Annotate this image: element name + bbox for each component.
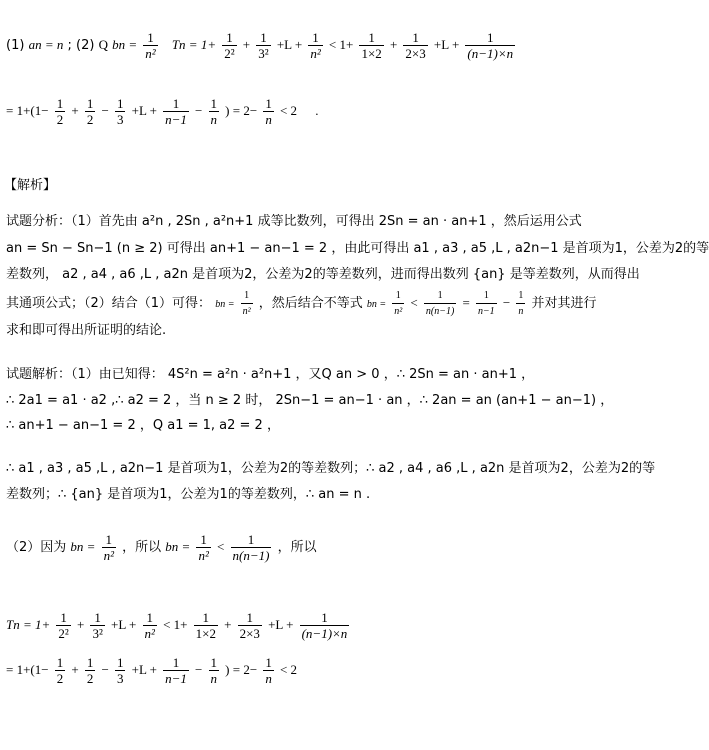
fraction: $\frac{1}{(n-1)\times n}$ [467, 30, 514, 61]
fraction: $\frac{1}{n(n-1)}$ [425, 290, 455, 317]
answer-line-2 [6, 96, 318, 127]
fraction: $\frac{1}{2\times 3}$ [405, 30, 426, 61]
fraction: $\frac{1}{n}$ [210, 655, 218, 686]
fraction: $\frac{1}{\text{n²}}$ [144, 610, 155, 641]
fraction: $\frac{1}{n}$ [265, 655, 272, 686]
text: ，然后结合不等式 [258, 296, 363, 311]
fraction: $\frac{1}{2\times 3}$ [239, 610, 260, 641]
fraction: $\frac{1}{\text{n²}}$ [310, 30, 321, 61]
analysis-line-4 [6, 288, 596, 319]
operator: +L + [276, 37, 303, 52]
fraction: $\frac{1}{n(n-1)}$ [232, 532, 270, 563]
final-line-1 [6, 610, 351, 641]
operator: +L + [433, 37, 460, 52]
answer-line-1 [6, 30, 517, 61]
operator: − [101, 662, 109, 677]
solution-line-2: ∴ 2a1 = a1 · a2 ,∴ a2 = 2 ，当 n ≥ 2 时， 2Sn−1 = an−1 · an ，∴ 2an = an (an+1 − an−1) ， [6, 393, 614, 408]
fraction: $\frac{1}{1\times 2}$ [195, 610, 216, 641]
fraction: $\frac{1}{\text{3²}}$ [92, 610, 103, 641]
operator: +L + [268, 617, 294, 632]
fraction: $\frac{1}{\text{n²}}$ [145, 30, 156, 61]
solution-line-1: 试题解析：（1）由已知得： 4S²n = a²n · a²n+1 ，又Q an > 0 ，∴ 2Sn = an · an+1 ， [6, 367, 535, 382]
operator: +L + [111, 617, 137, 632]
fraction: $\frac{1}{2}$ [86, 96, 94, 127]
fraction: $\frac{1}{1\times 2}$ [361, 30, 382, 61]
solution-line-4: ∴ a1 , a3 , a5 ,L , a2n−1 是首项为1，公差为2的等差数列；∴ a2 , a4 , a6 ,L , a2n 是首项为2，公差为2的等 [6, 461, 656, 476]
fraction: $\frac{1}{2}$ [56, 655, 64, 686]
fraction: $\frac{1}{\text{3²}}$ [258, 30, 269, 61]
tn-start: Tn = 1+ [6, 617, 51, 632]
tn-start: Tn = 1+ [171, 37, 217, 52]
fraction: $\frac{1}{3}$ [116, 96, 124, 127]
operator: + [76, 617, 85, 632]
fraction: $\frac{1}{n-1}$ [477, 290, 495, 317]
fraction: $\frac{1}{\text{n²}}$ [242, 290, 251, 317]
operator: +L + [131, 662, 157, 677]
fraction: $\frac{1}{(n-1)\times n}$ [301, 610, 348, 641]
because-symbol: Q [98, 37, 108, 52]
operator: − [195, 103, 203, 118]
bn-def: bn = [112, 37, 138, 52]
operator: + [71, 103, 79, 118]
bn-def: bn = [70, 539, 96, 554]
fraction: $\frac{1}{n}$ [518, 290, 524, 317]
analysis-line-2: an = Sn − Sn−1 (n ≥ 2) 可得出 an+1 − an−1 = 2 ，由此可得出 a1 , a3 , a5 ,L , a2n−1 是首项为1，公差为2的等 [6, 241, 709, 256]
fraction: $\frac{1}{n-1}$ [165, 655, 187, 686]
analysis-line-3: 差数列， a2 , a4 , a6 ,L , a2n 是首项为2，公差为2的等差数列，进而得出数列 {an} 是等差数列，从而得出 [6, 267, 640, 282]
operator: = 1+(1− [6, 103, 49, 118]
fraction: $\frac{1}{n}$ [210, 96, 218, 127]
fraction: $\frac{1}{\text{n²}}$ [198, 532, 209, 563]
fraction: $\frac{1}{3}$ [116, 655, 124, 686]
separator: ; [67, 38, 72, 53]
period: . [315, 103, 319, 118]
fraction: $\frac{1}{2}$ [86, 655, 94, 686]
operator: − [502, 295, 511, 310]
operator: +L + [131, 103, 157, 118]
text: 其通项公式；（2）结合（1）可得： [6, 296, 212, 311]
fraction: $\frac{1}{\text{n²}}$ [103, 532, 114, 563]
operator: < 2 [279, 103, 298, 118]
part2-line [6, 532, 317, 563]
text: （2）因为 [6, 540, 67, 555]
analysis-line-5: 求和即可得出所证明的结论. [6, 323, 167, 338]
text: ，所以 [277, 540, 317, 555]
solution-line-5: 差数列；∴ {an} 是首项为1，公差为1的等差数列，∴ an = n . [6, 487, 371, 502]
operator: − [195, 662, 203, 677]
section-title: 【解析】 [4, 178, 57, 193]
bn-def: bn = [165, 539, 191, 554]
fraction: $\frac{1}{\text{n²}}$ [394, 290, 403, 317]
operator: = 1+(1− [6, 662, 49, 677]
operator: ) = 2− [225, 662, 258, 677]
operator: < 2 [279, 662, 298, 677]
fraction: $\frac{1}{n}$ [265, 96, 272, 127]
text: 并对其进行 [531, 296, 597, 311]
bn-def: bn = [366, 299, 387, 310]
operator: + [224, 617, 232, 632]
text: ，所以 [122, 540, 162, 555]
part2-label: (2) [76, 38, 95, 53]
operator: + [389, 37, 398, 52]
operator: < [410, 295, 418, 310]
operator: ) = 2− [225, 103, 258, 118]
bn-def: bn = [215, 299, 235, 310]
operator: − [101, 103, 109, 118]
fraction: $\frac{1}{n-1}$ [165, 96, 187, 127]
an-formula: an = n [28, 37, 64, 52]
operator: + [71, 662, 79, 677]
analysis-line-1: 试题分析：（1）首先由 a²n , 2Sn , a²n+1 成等比数列，可得出 2Sn = an · an+1 ，然后运用公式 [6, 214, 582, 229]
operator: + [242, 37, 251, 52]
operator: < 1+ [328, 37, 354, 52]
solution-line-3: ∴ an+1 − an−1 = 2 ，Q a1 = 1, a2 = 2 ， [6, 418, 280, 433]
operator: < 1+ [163, 617, 188, 632]
fraction: $\frac{1}{\text{2²}}$ [58, 610, 69, 641]
part1-label: (1) [6, 38, 25, 53]
fraction: $\frac{1}{\text{2²}}$ [224, 30, 235, 61]
final-line-2 [6, 655, 297, 686]
fraction: $\frac{1}{2}$ [56, 96, 64, 127]
operator: = [462, 295, 470, 310]
operator: < [217, 539, 225, 554]
